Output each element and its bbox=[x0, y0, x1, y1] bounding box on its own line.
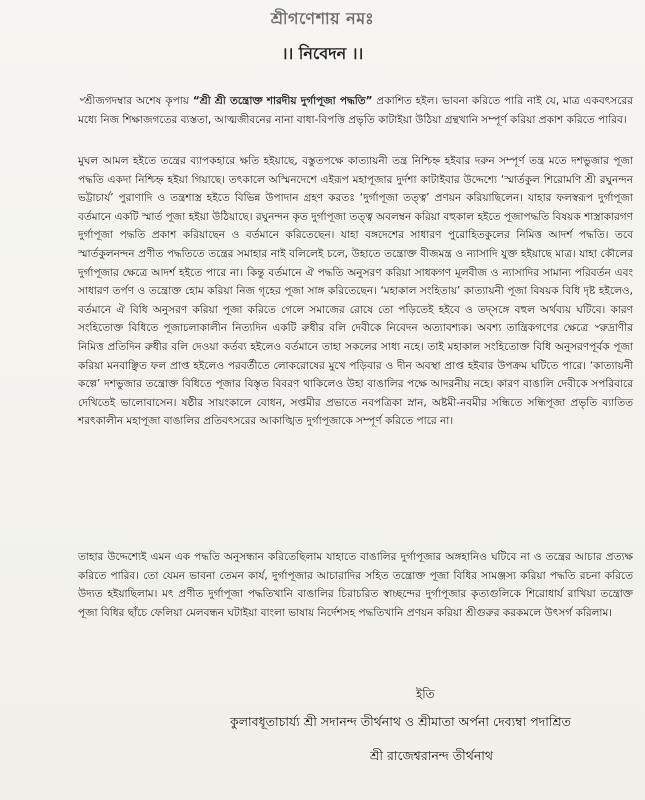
paragraph-intro bbox=[78, 92, 633, 129]
intro-text-before: ৺শ্রীজগদম্বার অশেষ কৃপায় bbox=[78, 95, 193, 107]
intro-text-after: প্রকাশিত হইল। ভাবনা করিতে পারি নাই যে, মাত্র একবৎসরের মধ্যে নিজ শিক্ষাজগতের ব্যস্ততা, আত্মজীবনের নানা বাধা-বিপত্তি প্রভৃতি কাটাইয়া উঠিয়া গ্রন্থখানি সম্পূর্ণ করিয়া প্রকাশ করিতে পারিব। bbox=[78, 95, 634, 126]
signature-line-1: কুলাবধূতাচার্য্য শ্রী সদানন্দ তীর্থনাথ ও শ্রীমাতা অর্পনা দেব্যম্বা পদাশ্রিত bbox=[230, 714, 571, 729]
book-title: “শ্রী শ্রী তন্ত্রোক্ত শারদীয় দুর্গাপূজা পদ্ধতি” bbox=[192, 95, 373, 107]
invocation-header: শ্রীগণেশায় নমঃ bbox=[270, 9, 375, 28]
paragraph-history: মুঘল আমল হইতে তন্ত্রের ব্যাপকহারে ক্ষতি হইয়াছে, বস্তুতপক্ষে কাত্যায়নী তন্ত্র নিশ্চিহ্ন হইবার দরুন সম্পূর্ণ তন্ত্র মতে দশভুজার পূজা পদ্ধতি একদা নিশ্চিহ্ন হইয়া গিয়াছে। তৎকালে অস্মিনদেশে এইরূপ মহাপূজার দুর্দশা কাটাইবার উদ্দেশ্যে ‘স্মার্তকুল শিরোমণি শ্রী রঘুনন্দন ভট্টাচার্য’ পুরাণাদি ও তন্ত্রশাস্ত্র হইতে বিভিন্ন উপাদান গ্রহণ করতঃ ‘দুর্গাপূজা তত্ত্ব’ প্রণয়ন করিয়াছিলেন। যাহার ফলস্বরূপ দুর্গাপূজা বর্তমানে একটি স্মার্ত পূজা হইয়া উঠিয়াছে। রঘুনন্দন কৃত দুর্গাপূজা তত্ত্ব অবলম্বন করিয়া বহুকাল হইতে পূজাপদ্ধতি বিষয়ক শাস্ত্রাকারগণ দুর্গাপূজা পদ্ধতি প্রকাশ করিয়াছেন ও বর্তমানে করিতেছেন। যাহা বঙ্গদেশের সাধারণ পুরোহিতকুলের নিমিত্ত আদর্শ পদ্ধতি। তবে স্মার্তকুলনন্দন প্রণীত পদ্ধতিতে তন্ত্রের সমাহার নাই বলিলেই চলে, উহাতে তন্ত্রোক্ত বীজমন্ত্র ও ন্যাসাদি যুক্ত হইয়াছে মাত্র। যাহা কৌলের দুর্গাপূজার ক্ষেত্রে আদর্শ হইতে পারে না। কিন্তু বর্তমানে ঐ পদ্ধতি অনুসরণ করিয়া সাধকগণ মূলবীজ ও ন্যাসাদির সামান্য পরিবর্তন এবং সাধারণ তর্পণ ও তন্ত্রোক্ত হোম করিয়া নিজ গৃহের পূজা সাঙ্গ করিতেছেন। ‘মহাকাল সংহিতায়’ কাত্যায়নী পূজা বিষয়ক বিধি দৃষ্ট হইলেও, বর্তমানে ঐ বিধি অনুসরণ করিয়া পূজা করিতে গেলে সমাজের রোষে তো পড়িতেই হইবে ও তদ্‌সঙ্গে বহুল অর্থব্যয় ঘটিবে। কারণ সংহিতোক্ত বিধিতে পূজাচলাকালীন নিত্যদিন একটি রুধীর বলি দেবীকে নিবেদন অত্যাবশ্যক। অবশ্য তান্ত্রিকগণের ক্ষেত্রে ৺রুদ্রাণীর নিমিত্ত প্রতিদিন রুধীর বলি দেওয়া কর্তব্য হইলেও বর্তমানে তাহা সকলের সাধ্য নহে। তাই মহাকাল সংহিতোক্ত বিধি অনুসরণপূর্বক পূজা করিয়া মনবাঞ্ছিত ফল প্রাপ্ত হইলেও পরবর্তীতে লোকরোষের মুখে পড়িবার ও দীন অবস্থা প্রাপ্ত হইবার উপক্রম ঘটিতে পারে। ‘কাত্যায়নী কল্পে’ দশভুজার তন্ত্রোক্ত বিধিতে পূজার বিস্তৃত বিবরণ থাকিলেও উহা বাঙালির পক্ষে আদরনীয় নহে। কারণ বাঙালি দেবীকে সপরিবারে দেখিতেই ভালোবাসেন। ষষ্ঠীর সায়ংকালে বোধন, সপ্তমীর প্রভাতে নবপত্রিকা স্নান, অষ্টমী-নবমীর সন্ধিতে সন্ধিপূজা প্রভৃতি ব্যাতিত শরৎকালীন মহাপূজা বাঙালির প্রতিবৎসরের আকাঙ্খিত দুর্গাপূজাকে সম্পূর্ণ করিতে পারে না। bbox=[78, 155, 633, 428]
closing-iti: ইতি bbox=[416, 687, 435, 701]
paragraph-purpose: তাহার উদ্দেশ্যেই এমন এক পদ্ধতি অনুসন্ধান করিতেছিলাম যাহাতে বাঙালির দুর্গাপূজার অঙ্গহানিও ঘটিবে না ও তন্ত্রের আচার প্রত্যক্ষ করিতে পারিব। তো যেমন ভাবনা তেমন কার্য, দুর্গাপূজার আচারাদির সহিত তন্ত্রোক্ত পূজা বিধির সামঞ্জস্য করিয়া পদ্ধতি রচনা করিতে উদ্যত হইয়াছিলাম। মৎ প্রণীত দুর্গাপূজা পদ্ধতিখানি বাঙালির চিরাচরিত স্বাচ্ছন্দের দুর্গাপূজার কৃত্যগুলিকে শিরোধার্য রাখিয়া তন্ত্রোক্ত পূজা বিধির ছাঁচে ফেলিয়া মেলবন্ধন ঘটাইয়া বাংলা ভাষায় নির্দেশসহ পদ্ধতিখানি প্রণয়ন করিয়া শ্রীগুরুর করকমলে উৎসর্গ করিলাম। bbox=[78, 551, 633, 619]
page-title: ।। নিবেদন ।। bbox=[281, 44, 364, 63]
signature-line-2: শ্রী রাজেশ্বরানন্দ তীর্থনাথ bbox=[370, 748, 494, 763]
